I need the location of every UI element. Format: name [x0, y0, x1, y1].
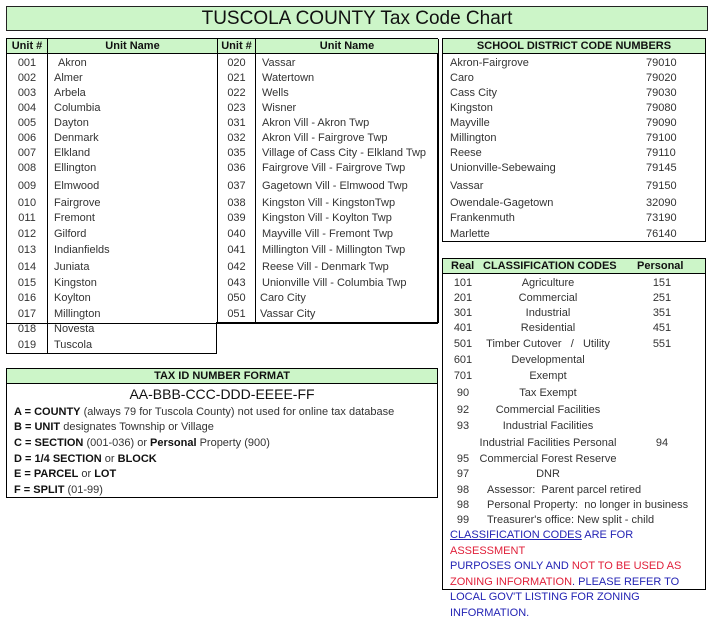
- divider: [216, 322, 438, 323]
- tax-id-line: [14, 436, 270, 451]
- tax-id-line: [14, 405, 394, 420]
- disclaimer-text: ARE FOR: [581, 529, 634, 541]
- unit-number: 021: [227, 72, 246, 84]
- personal-code: 94: [655, 437, 669, 449]
- real-code: 97: [456, 468, 470, 480]
- unit-number: 010: [17, 197, 37, 209]
- unit-number: 011: [18, 212, 36, 224]
- real-code: 601: [453, 354, 473, 366]
- school-header: SCHOOL DISTRICT CODE NUMBERS: [443, 39, 705, 54]
- real-code: 701: [453, 370, 473, 382]
- school-district-name: Mayville: [450, 117, 490, 129]
- unit-name: Wisner: [262, 102, 297, 114]
- tax-id-desc: (01-99): [64, 484, 103, 496]
- disclaimer-text: PURPOSES ONLY AND: [450, 560, 572, 572]
- unit-number: 037: [227, 180, 246, 192]
- classification-label: Agriculture: [521, 277, 575, 289]
- disclaimer-text: ASSESSMENT: [450, 544, 526, 557]
- unit-name: Tuscola: [54, 339, 93, 351]
- unit-number: 035: [227, 147, 246, 159]
- tax-id-term: SECTION: [34, 437, 84, 449]
- page-title: TUSCOLA COUNTY Tax Code Chart: [6, 6, 708, 31]
- unit-number: 022: [227, 87, 246, 99]
- unit-name: Reese Vill - Denmark Twp: [262, 261, 389, 273]
- personal-code: [633, 369, 691, 384]
- unit-number: 023: [227, 102, 246, 114]
- classification-label: Residential: [520, 322, 576, 334]
- tax-id-key: C =: [14, 437, 35, 449]
- tax-id-desc: (always 79 for Tuscola County) not used for online tax database: [80, 406, 395, 418]
- unit-name: Ellington: [54, 162, 97, 174]
- school-district-code: 79030: [646, 87, 677, 99]
- unit-name: Village of Cass City - Elkland Twp: [262, 147, 427, 159]
- unit-number: 016: [17, 292, 37, 304]
- classification-label: Industrial: [525, 307, 571, 319]
- unit-number: 001: [17, 57, 37, 69]
- unit-number: 040: [227, 228, 246, 240]
- tax-id-desc: Property (900): [196, 437, 270, 449]
- unit-number: 017: [17, 308, 37, 320]
- unit-name: Denmark: [54, 132, 99, 144]
- classification-note: Assessor: Parent parcel retired: [487, 484, 642, 496]
- unit-number: 051: [227, 308, 246, 320]
- unit-number: 005: [17, 117, 37, 129]
- unit-num-header-right: Unit #: [218, 39, 255, 54]
- unit-number: 041: [227, 244, 246, 256]
- personal-code: [633, 419, 691, 434]
- classification-label: Commercial Facilities: [495, 404, 601, 416]
- tax-id-header: TAX ID NUMBER FORMAT: [7, 369, 437, 384]
- unit-number: 006: [17, 132, 37, 144]
- real-code: 99: [456, 514, 470, 526]
- personal-header: Personal: [637, 260, 684, 272]
- school-district-code: 32090: [646, 197, 677, 209]
- unit-number: 012: [17, 228, 37, 240]
- tax-id-desc: (001-036) or: [83, 437, 151, 449]
- real-code: 95: [456, 453, 470, 465]
- unit-name: Novesta: [54, 323, 95, 335]
- unit-number: 042: [227, 261, 246, 273]
- tax-id-line: [14, 452, 157, 467]
- unit-name: Fairgrove Vill - Fairgrove Twp: [262, 162, 406, 174]
- disclaimer-text: . PLEASE REFER TO: [572, 575, 680, 588]
- unit-name: Juniata: [54, 261, 90, 273]
- school-district-code: 79090: [646, 117, 677, 129]
- school-district-code: 79150: [646, 180, 677, 192]
- tax-id-line: [14, 483, 103, 498]
- unit-name: Columbia: [54, 102, 101, 114]
- unit-number: 039: [227, 212, 246, 224]
- school-district-name: Frankenmuth: [450, 212, 515, 224]
- personal-code: 551: [652, 338, 672, 350]
- unit-name: Gagetown Vill - Elmwood Twp: [262, 180, 408, 192]
- school-district-code: 79020: [646, 72, 677, 84]
- classification-header: [443, 259, 705, 274]
- tax-id-key: E =: [14, 468, 34, 480]
- classification-note: Personal Property: no longer in business: [487, 499, 689, 511]
- unit-name: Gilford: [54, 228, 87, 240]
- school-district-name: Marlette: [450, 228, 490, 240]
- unit-number: 018: [17, 323, 37, 335]
- unit-number: 014: [17, 261, 37, 273]
- school-district-name: Caro: [450, 72, 474, 84]
- classification-label: Timber Cutover / Utility: [486, 338, 610, 350]
- unit-number: 031: [227, 117, 246, 129]
- unit-name: Dayton: [54, 117, 89, 129]
- unit-number: 007: [17, 147, 37, 159]
- unit-name: Akron Vill - Akron Twp: [262, 117, 370, 129]
- real-code: 98: [456, 484, 470, 496]
- unit-number: 013: [17, 244, 37, 256]
- unit-number: 002: [17, 72, 37, 84]
- classification-codes-link[interactable]: CLASSIFICATION CODES: [450, 529, 582, 541]
- unit-name: Caro City: [260, 292, 306, 304]
- unit-number: 008: [17, 162, 37, 174]
- personal-code: 251: [652, 292, 672, 304]
- school-district-name: Kingston: [450, 102, 493, 114]
- school-district-code: 79110: [646, 147, 676, 159]
- unit-number: 004: [17, 102, 37, 114]
- tax-id-key: D =: [14, 453, 35, 465]
- unit-number: 043: [227, 277, 246, 289]
- real-code: 501: [453, 338, 473, 350]
- real-code: 93: [456, 420, 470, 432]
- unit-name: Arbela: [54, 87, 86, 99]
- unit-number: 050: [227, 292, 246, 304]
- unit-num-header-left: Unit #: [7, 39, 47, 54]
- school-district-name: Vassar: [450, 180, 484, 192]
- unit-name: Fairgrove: [54, 197, 101, 209]
- unit-name: Fremont: [54, 212, 95, 224]
- tax-id-term: COUNTY: [34, 406, 81, 418]
- school-district-code: 79145: [646, 162, 677, 174]
- real-code: 301: [453, 307, 473, 319]
- school-district-code: 79080: [646, 102, 677, 114]
- school-district-name: Cass City: [450, 87, 498, 99]
- tax-id-term: PARCEL: [33, 468, 79, 480]
- unit-name: Vassar City: [260, 308, 316, 320]
- real-code: 90: [456, 387, 470, 399]
- classification-label: Developmental: [511, 354, 585, 366]
- classification-label: DNR: [536, 468, 560, 480]
- real-code: 92: [456, 404, 470, 416]
- tax-id-key: A =: [14, 406, 35, 418]
- unit-number: 036: [227, 162, 246, 174]
- school-district-name: Millington: [450, 132, 497, 144]
- personal-code: [633, 403, 691, 418]
- unit-name-header-left: Unit Name: [48, 39, 217, 54]
- tax-id-term: SPLIT: [33, 484, 65, 496]
- tax-id-term: BLOCK: [117, 453, 157, 465]
- classification-label: Industrial Facilities: [502, 420, 594, 432]
- classification-label: Industrial Facilities Personal: [479, 437, 617, 449]
- real-header: Real: [451, 260, 475, 272]
- tax-id-desc: or: [101, 453, 118, 465]
- units-left-extension: [6, 322, 217, 354]
- classification-panel: [442, 258, 706, 619]
- units-table: [6, 38, 438, 351]
- unit-name: Akron: [58, 57, 87, 69]
- unit-name: Watertown: [262, 72, 315, 84]
- school-district-code: 73190: [646, 212, 677, 224]
- unit-name: Millington: [54, 308, 101, 320]
- unit-name: Mayville Vill - Fremont Twp: [262, 228, 394, 240]
- tax-id-term: 1/4 SECTION: [34, 453, 102, 465]
- unit-number: 032: [227, 132, 246, 144]
- personal-code: 451: [652, 322, 672, 334]
- unit-name: Unionville Vill - Columbia Twp: [262, 277, 407, 289]
- tax-id-format-panel: [6, 368, 438, 498]
- unit-name: Indianfields: [54, 244, 110, 256]
- unit-number: 015: [17, 277, 37, 289]
- school-district-code: 79010: [646, 57, 677, 69]
- disclaimer-text: LOCAL GOV'T LISTING FOR ZONING INFORMATION.: [450, 591, 640, 619]
- classification-label: Commercial: [518, 292, 578, 304]
- unit-number: 003: [17, 87, 37, 99]
- classification-label: Commercial Forest Reserve: [479, 453, 617, 465]
- tax-id-key: F =: [14, 484, 34, 496]
- unit-number: 038: [227, 197, 246, 209]
- tax-id-desc: designates Township or Village: [60, 421, 214, 433]
- personal-code: [633, 386, 691, 401]
- tax-id-line: [14, 420, 214, 435]
- personal-code: 151: [652, 277, 672, 289]
- real-code: 401: [453, 322, 473, 334]
- unit-name-header-right: Unit Name: [256, 39, 438, 54]
- school-district-code: 79100: [646, 132, 677, 144]
- unit-name: Kingston: [54, 277, 97, 289]
- unit-name: Kingston Vill - KingstonTwp: [262, 197, 396, 209]
- school-district-name: Owendale-Gagetown: [450, 197, 554, 209]
- unit-name: Koylton: [54, 292, 91, 304]
- tax-id-term: Personal: [150, 437, 197, 449]
- unit-name: Elmwood: [54, 180, 100, 192]
- school-district-name: Akron-Fairgrove: [450, 57, 529, 69]
- disclaimer-text: NOT TO BE USED AS: [571, 560, 682, 572]
- unit-name: Wells: [262, 87, 289, 99]
- tax-id-format: AA-BBB-CCC-DDD-EEEE-FF: [129, 386, 315, 402]
- real-code: 101: [453, 277, 473, 289]
- personal-code: [633, 467, 691, 482]
- unit-name: Vassar: [262, 57, 296, 69]
- personal-code: 351: [652, 307, 672, 319]
- school-district-name: Reese: [450, 147, 482, 159]
- unit-name: Elkland: [54, 147, 91, 159]
- tax-id-line: [14, 467, 116, 482]
- disclaimer-text: ZONING INFORMATION: [450, 575, 573, 588]
- real-code: 201: [453, 292, 473, 304]
- tax-id-term: UNIT: [34, 421, 61, 433]
- classification-title: CLASSIFICATION CODES: [483, 260, 617, 272]
- unit-number: 020: [227, 57, 246, 69]
- school-district-code: 76140: [646, 228, 677, 240]
- unit-name: Kingston Vill - Koylton Twp: [262, 212, 392, 224]
- classification-note: Treasurer's office: New split - child: [487, 514, 655, 526]
- unit-name: Millington Vill - Millington Twp: [262, 244, 406, 256]
- tax-id-key: B =: [14, 421, 35, 433]
- unit-name: Almer: [54, 72, 83, 84]
- personal-code: [633, 353, 691, 368]
- disclaimer: [450, 528, 705, 621]
- unit-number: 009: [17, 180, 37, 192]
- personal-code: [633, 452, 691, 467]
- real-code: 98: [456, 499, 470, 511]
- tax-id-desc: or: [78, 468, 95, 480]
- school-district-panel: [442, 38, 706, 242]
- school-district-name: Unionville-Sebewaing: [450, 162, 556, 174]
- tax-id-term: LOT: [94, 468, 117, 480]
- unit-number: 019: [17, 339, 37, 351]
- classification-label: Tax Exempt: [519, 387, 577, 399]
- unit-name: Akron Vill - Fairgrove Twp: [262, 132, 388, 144]
- classification-label: Exempt: [529, 370, 567, 382]
